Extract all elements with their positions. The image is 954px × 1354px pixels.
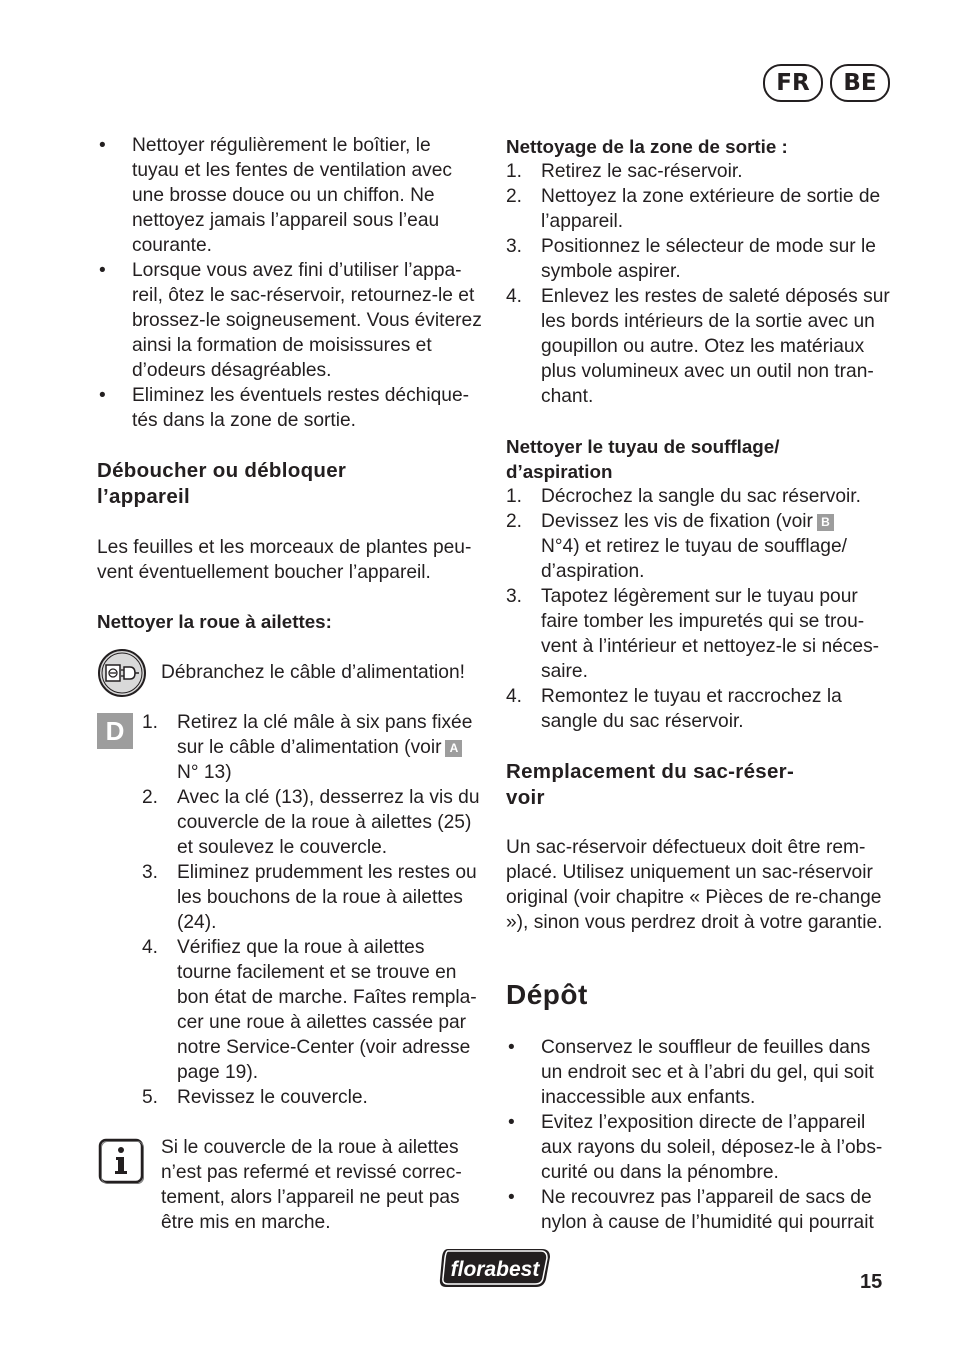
bullet-icon: • [99, 385, 106, 406]
svg-text:florabest: florabest [450, 1258, 540, 1281]
language-badge-be: BE [830, 64, 890, 102]
list-item: 4. Remontez le tuyau et raccrochez la sangle du sac réservoir. [506, 686, 842, 732]
numbered-list [506, 484, 896, 734]
list-item: 3. Eliminez prudemment les restes ou les bouchons de la roue à ailettes (24). [142, 862, 477, 933]
subheading-fan-wheel: Nettoyer la roue à ailettes: [97, 611, 332, 632]
bullet-icon: • [99, 260, 106, 281]
subheading-tube: Nettoyer le tuyau de soufflage/ d’aspiration [506, 436, 780, 482]
list-item: • Evitez l’exposition directe de l’appareil aux rayons du soleil, déposez-le à l’obs-curité ou dans la pénombre. [508, 1112, 883, 1183]
list-item: 1. Décrochez la sangle du sac réservoir. [506, 486, 861, 507]
figure-a-badge: A [445, 740, 462, 757]
list-item: 1. Retirez la clé mâle à six pans fixée sur le câble d’alimentation (voir A N° 13) [142, 712, 473, 783]
bullet-icon: • [508, 1112, 515, 1133]
tube-steps [506, 484, 896, 734]
figure-d-badge: D [97, 713, 133, 749]
language-badge-fr: FR [763, 64, 823, 102]
list-item: • Nettoyer régulièrement le boîtier, le tuyau et les fentes de ventilation avec une brosse douce ou un chiffon. Ne nettoyez jamais l’appareil sous l’eau courante. [99, 135, 452, 256]
list-item: • Conservez le souffleur de feuilles dans un endroit sec et à l’abri du gel, qui soit inaccessible aux enfants. [508, 1037, 874, 1108]
numbered-list [506, 159, 896, 409]
list-item: 4. Enlevez les restes de saleté déposés sur les bords intérieurs de la sortie avec un goupillon ou autre. Otez les matériaux plus volumineux avec un outil non tran-chant. [506, 286, 890, 407]
cleaning-bullets [97, 133, 482, 433]
info-note: Si le couvercle de la roue à ailettes n’est pas refermé et revissé correc-tement, alors l’appareil ne peut pas être mis en marche. [161, 1137, 462, 1233]
list-item: 4. Vérifiez que la roue à ailettes tourne facilement et se trouve en bon état de marche. Faîtes rempla-cer une roue à ailettes cassée par notre Service-Center (voir adresse page 19). [142, 937, 477, 1083]
list-item: • Lorsque vous avez fini d’utiliser l’appa-reil, ôtez le sac-réservoir, retournez-le et brossez-le soigneusement. Vous éviterez ainsi la formation de moisissures et d’odeurs désagréables. [99, 260, 482, 381]
list-item: • Ne recouvrez pas l’appareil de sacs de nylon à cause de l’humidité qui pourrait [508, 1187, 874, 1233]
depot-bullets [506, 1035, 896, 1235]
depot-heading: Dépôt [506, 979, 588, 1010]
bullet-list [506, 1035, 896, 1235]
list-item: 5. Revissez le couvercle. [142, 1087, 368, 1108]
figure-b-badge: B [817, 514, 834, 531]
unplug-warning: Débranchez le câble d’alimentation! [161, 662, 465, 683]
florabest-logo [438, 1245, 552, 1290]
info-icon [97, 1137, 145, 1185]
bullet-icon: • [99, 135, 106, 156]
list-item: 2. Avec la clé (13), desserrez la vis du couvercle de la roue à ailettes (25) et soulevez le couvercle. [142, 787, 480, 858]
list-item: 3. Positionnez le sélecteur de mode sur le symbole aspirer. [506, 236, 876, 282]
unplug-icon [97, 648, 147, 698]
replacement-paragraph: Un sac-réservoir défectueux doit être rem-placé. Utilisez uniquement un sac-réservoir original (voir chapitre « Pièces de re-change »), sinon vous perdrez droit à votre garantie. [506, 837, 883, 933]
outlet-steps [506, 159, 896, 409]
section-heading: Déboucher ou débloquer l’appareil [97, 459, 347, 508]
list-item: 2. Devissez les vis de fixation (voir B N°4) et retirez le tuyau de soufflage/ d’aspiration. [506, 511, 847, 582]
bullet-icon: • [508, 1037, 515, 1058]
list-item: 3. Tapotez légèrement sur le tuyau pour faire tomber les impuretés qui se trou-vent à l’intérieur et nettoyez-le si néces-saire. [506, 586, 880, 682]
list-item: 2. Nettoyez la zone extérieure de sortie de l’appareil. [506, 186, 881, 232]
fan-wheel-steps [142, 710, 482, 1110]
bullet-icon: • [508, 1187, 515, 1208]
list-item: • Eliminez les éventuels restes déchique-tés dans la zone de sortie. [99, 385, 470, 431]
list-item: 1. Retirez le sac-réservoir. [506, 161, 743, 182]
section-heading: Remplacement du sac-réser- voir [506, 760, 795, 809]
bullet-list [97, 133, 482, 433]
numbered-list [142, 710, 482, 1110]
intro-paragraph: Les feuilles et les morceaux de plantes peu-vent éventuellement boucher l’appareil. [97, 537, 472, 583]
subheading-outlet: Nettoyage de la zone de sortie : [506, 136, 788, 157]
page-number: 15 [860, 1271, 883, 1293]
